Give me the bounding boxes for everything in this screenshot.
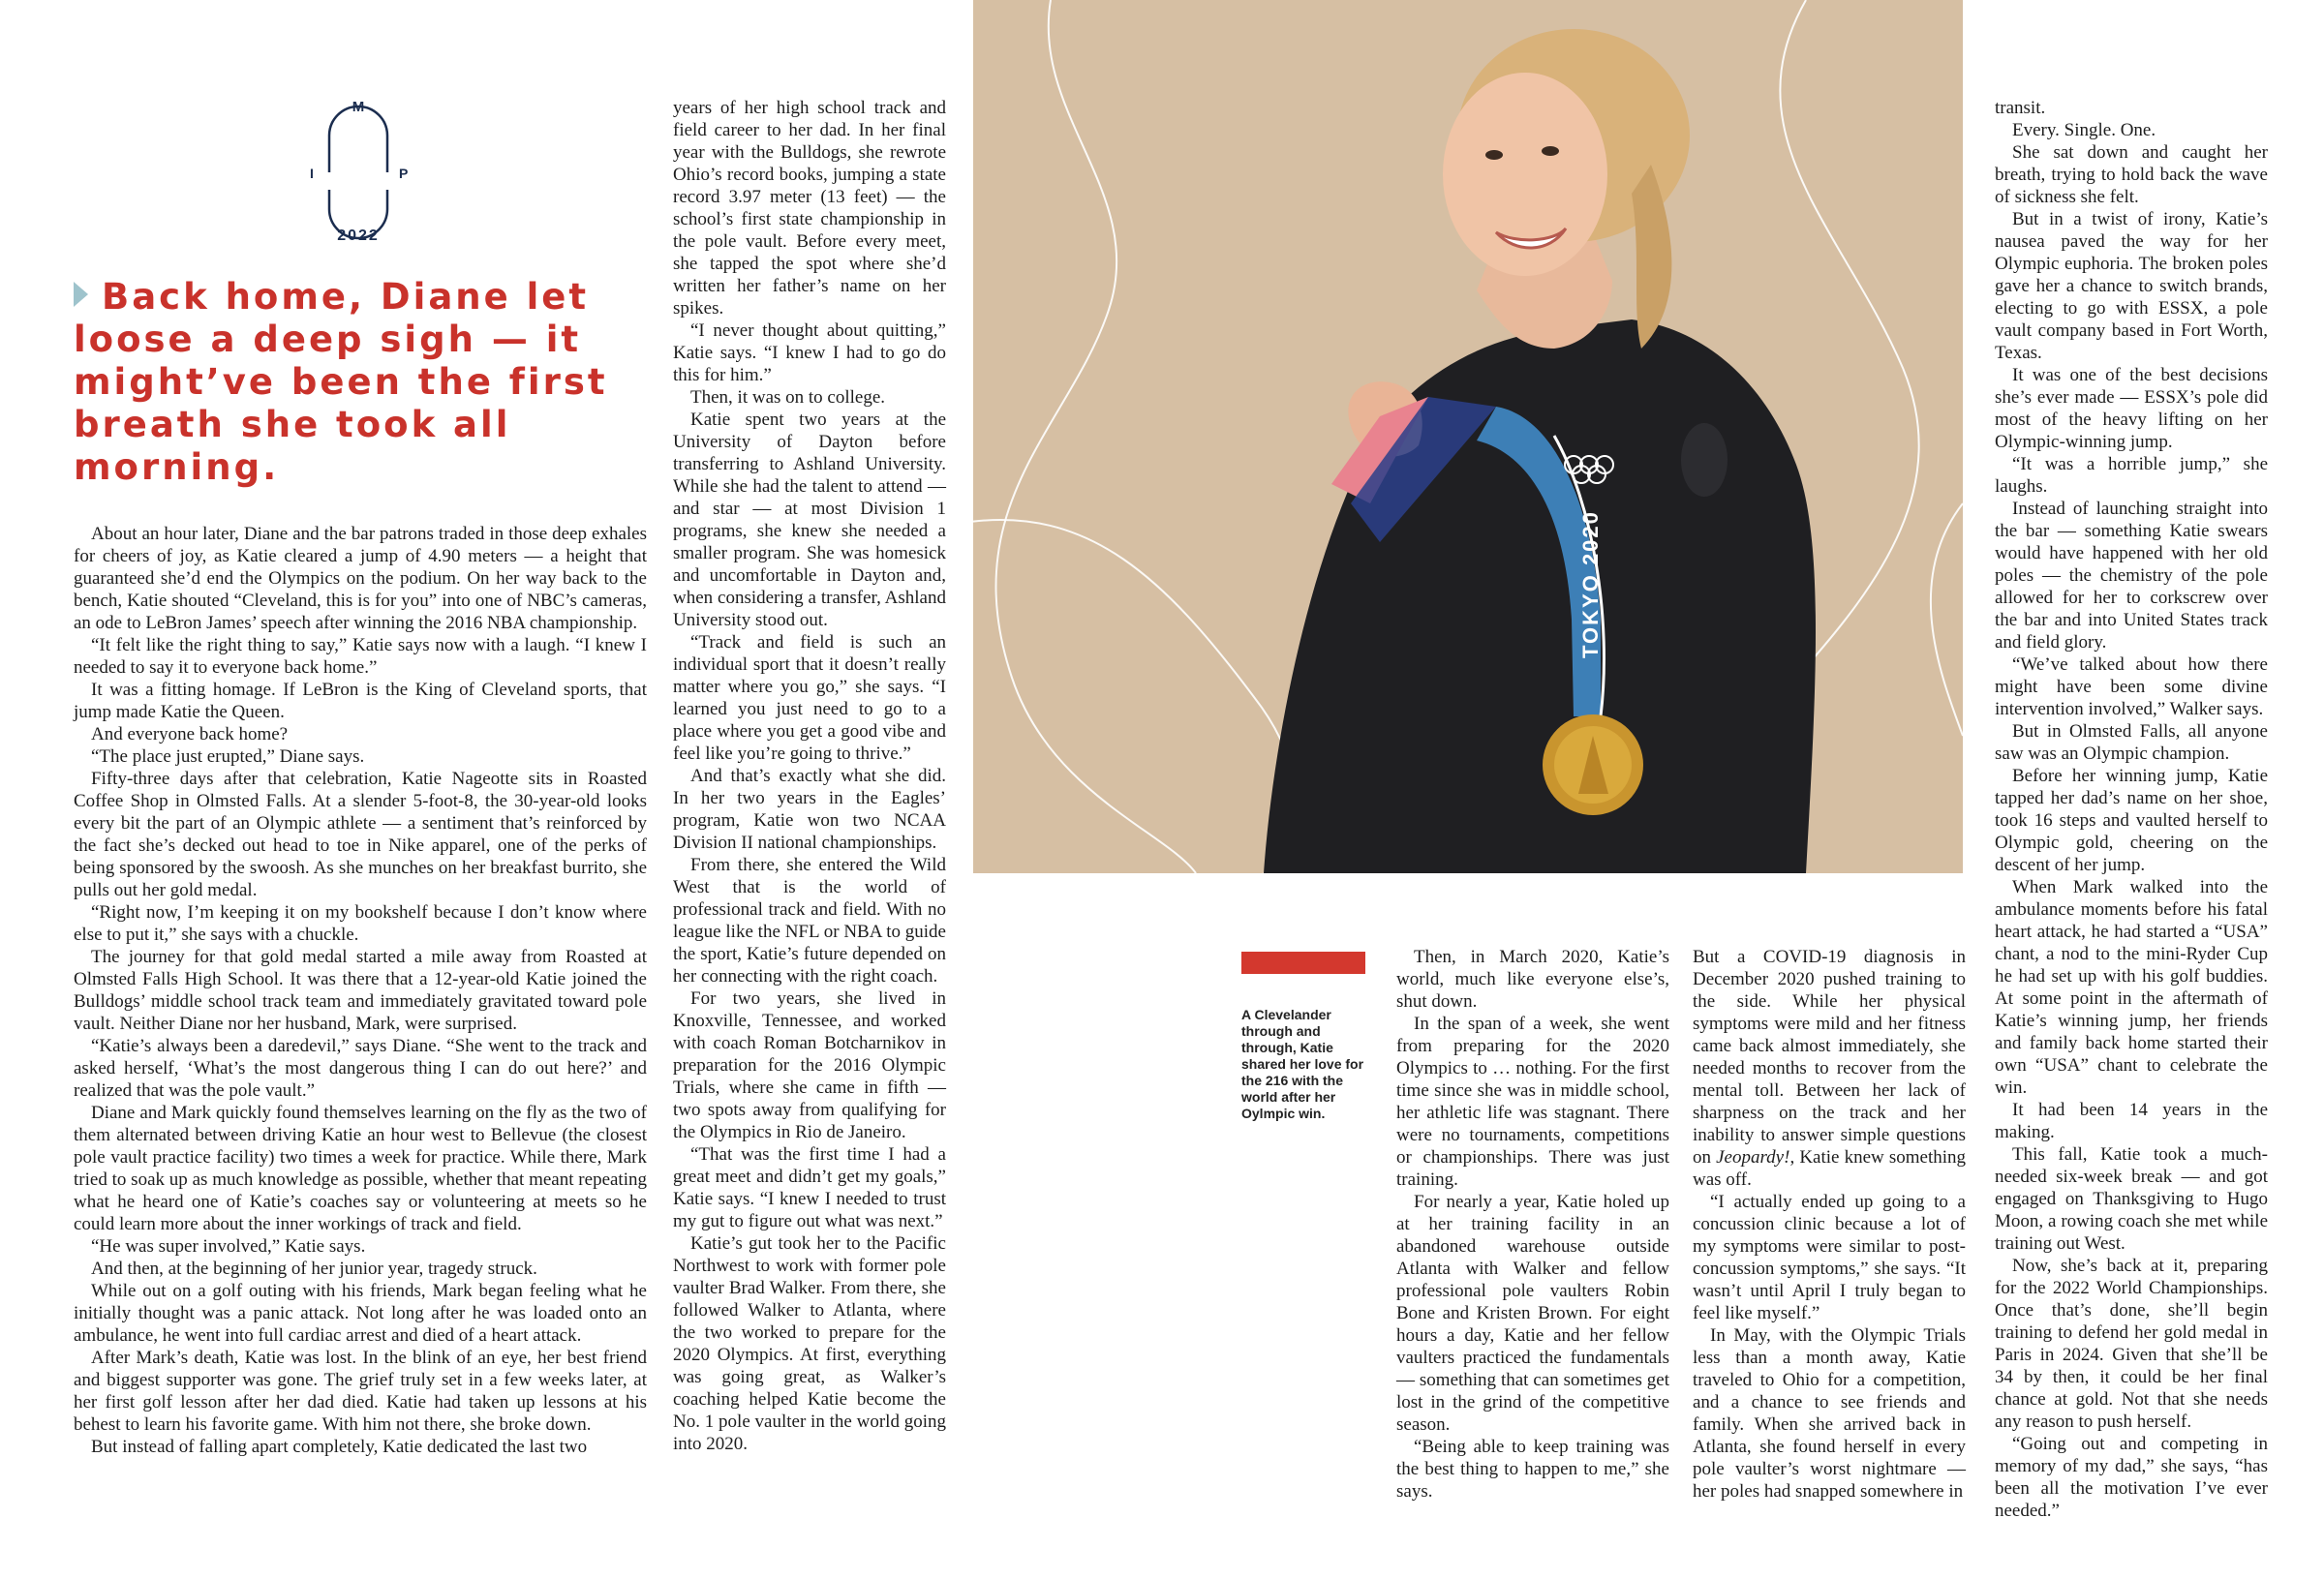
- paragraph: For two years, she lived in Knoxville, Tennessee, and worked with coach Roman Botcharnikov in preparation for the 2016 Olympic Trials, where she came in fifth — two spots away from qualifying for the Olympics in Rio de Janeiro.: [673, 988, 946, 1142]
- paragraph: This fall, Katie took a much-needed six-week break — and got engaged on Thanksgiving to Hugo Moon, a rowing coach she met while training out West.: [1995, 1144, 2268, 1254]
- photo-caption: A Clevelander through and through, Katie shared her love for the 216 with the world after her Oylmpic win.: [1241, 1007, 1364, 1121]
- paragraph: For nearly a year, Katie holed up at her training facility in an abandoned warehouse outside Atlanta with Walker and fellow professional pole vaulters Robin Bone and Kristen Brown. For eight hours a day, Katie and her fellow vaulters practiced the fundamentals — something that can sometimes get lost in the grind of the competitive season.: [1396, 1192, 1669, 1435]
- paragraph: Diane and Mark quickly found themselves learning on the fly as the two of them alternated between driving Katie an hour west to Bellevue (the closest pole vault practice facility) two times a week for practice. While there, Mark tried to soak up as much knowledge as possible, whether that meant repeating what he heard one of Katie’s coaches say or volunteering at meets so he could learn more about the inner workings of track and field.: [74, 1103, 647, 1234]
- paragraph: But in Olmsted Falls, all anyone saw was an Olympic champion.: [1995, 721, 2268, 764]
- article-column-5: [1995, 97, 2268, 1522]
- athlete-photo: [973, 0, 1963, 873]
- paragraph: The journey for that gold medal started a mile away from Roasted at Olmsted Falls High School. It was there that a 12-year-old Katie joined the Bulldogs’ middle school track team and immediately gravitated toward pole vault. Neither Diane nor her husband, Mark, were surprised.: [74, 947, 647, 1034]
- pull-quote: [74, 276, 645, 489]
- paragraph: And everyone back home?: [91, 724, 289, 744]
- logo-letter-left: I: [310, 166, 314, 181]
- paragraph: Every. Single. One.: [2012, 120, 2156, 140]
- paragraph: “We’ve talked about how there might have been some divine intervention involved,” Walker says.: [1995, 654, 2268, 719]
- paragraph: “The place just erupted,” Diane says.: [91, 746, 365, 767]
- paragraph: “That was the first time I had a great meet and didn’t get my goals,” Katie says. “I knew I needed to trust my gut to figure out what was next.”: [673, 1144, 946, 1231]
- paragraph: About an hour later, Diane and the bar patrons traded in those deep exhales for cheers of joy, as Katie cleared a jump of 4.90 meters — a height that guaranteed she’d end the Olympics on the podium. On her way back to the bench, Katie shouted “Cleveland, this is for you” into one of NBC’s cameras, an ode to LeBron James’ speech after winning the 2016 NBA championship.: [74, 524, 647, 633]
- article-column-3: [1396, 946, 1669, 1503]
- paragraph: “Being able to keep training was the best thing to happen to me,” she says.: [1396, 1437, 1669, 1502]
- mip-2022-logo: [308, 95, 409, 250]
- paragraph: “Track and field is such an individual sport that it doesn’t really matter where you go,” she says. “I learned you just need to go to a place where you get a good vibe and feel like you’re going to thrive.”: [673, 632, 946, 764]
- paragraph: When Mark walked into the ambulance moments before his fatal heart attack, he had started a “USA” chant, a nod to the mini-Ryder Cup he had set up with his golf buddies. At some point in the aftermath of Katie’s winning jump, her friends and family back home started their own “USA” chant to celebrate the win.: [1995, 877, 2268, 1098]
- paragraph: It had been 14 years in the making.: [1995, 1100, 2268, 1142]
- paragraph: Then, it was on to college.: [690, 387, 886, 408]
- paragraph: From there, she entered the Wild West that is the world of professional track and field. With no league like the NFL or NBA to guide the sport, Katie’s future depended on her connecting with the right coach.: [673, 855, 946, 987]
- paragraph: Katie spent two years at the University of Dayton before transferring to Ashland University. While she had the talent to attend — and star — at most Division 1 programs, she knew she needed a smaller program. She was homesick and uncomfortable in Dayton and, when considering a transfer, Ashland University stood out.: [673, 410, 946, 630]
- paragraph: In the span of a week, she went from preparing for the 2020 Olympics to … nothing. For the first time since she was in middle school, her athletic life was stagnant. There were no tournaments, competitions or championships. There was just training.: [1396, 1014, 1669, 1190]
- paragraph: She sat down and caught her breath, trying to hold back the wave of sickness she felt.: [1995, 142, 2268, 207]
- paragraph: “It was a horrible jump,” she laughs.: [1995, 454, 2268, 497]
- paragraph: “He was super involved,” Katie says.: [91, 1236, 366, 1257]
- pull-quote-text: Back home, Diane let loose a deep sigh — it might’ve been the first breath she took all morning.: [74, 276, 608, 488]
- paragraph: Then, in March 2020, Katie’s world, much like everyone else’s, shut down.: [1396, 947, 1669, 1012]
- article-column-4: [1693, 946, 1966, 1503]
- paragraph: In May, with the Olympic Trials less than a month away, Katie traveled to Ohio for a competition, and a chance to see friends and family. When she arrived back in Atlanta, she found herself in every pole vaulter’s worst nightmare — her poles had snapped somewhere in: [1693, 1325, 1966, 1502]
- paragraph: Instead of launching straight into the bar — something Katie swears would have happened with her old poles — the chemistry of the pole allowed for her to corkscrew over the bar and into United States track and field glory.: [1995, 499, 2268, 653]
- paragraph: “It felt like the right thing to say,” Katie says now with a laugh. “I knew I needed to say it to everyone back home.”: [74, 635, 647, 678]
- paragraph: But instead of falling apart completely, Katie dedicated the last two: [91, 1437, 588, 1457]
- logo-letter-right: P: [399, 166, 409, 181]
- logo-year: 2022: [337, 228, 380, 244]
- paragraph: It was one of the best decisions she’s ever made — ESSX’s pole did most of the heavy lifting on her Olympic-winning jump.: [1995, 365, 2268, 452]
- logo-letter-top: M: [352, 99, 365, 115]
- paragraph: And that’s exactly what she did. In her two years in the Eagles’ program, Katie won two NCAA Division II national championships.: [673, 766, 946, 853]
- article-column-1: [74, 523, 647, 1458]
- paragraph: While out on a golf outing with his friends, Mark began feeling what he initially thought was a panic attack. Not long after he was loaded onto an ambulance, he went into full cardiac arrest and died of a heart attack.: [74, 1281, 647, 1346]
- paragraph: Before her winning jump, Katie tapped her dad’s name on her shoe, took 16 steps and vaulted herself to Olympic gold, cheering on the descent of her jump.: [1995, 766, 2268, 875]
- paragraph: transit.: [1995, 98, 2046, 118]
- paragraph: And then, at the beginning of her junior year, tragedy struck.: [91, 1259, 537, 1279]
- paragraph: Fifty-three days after that celebration, Katie Nageotte sits in Roasted Coffee Shop in Olmsted Falls. At a slender 5-foot-8, the 30-year-old looks every bit the part of an Olympic athlete — a sentiment that’s reinforced by the fact she’s decked out head to toe in Nike apparel, one of the perks of being sponsored by the swoosh. As she munches on her breakfast burrito, she pulls out her gold medal.: [74, 769, 647, 900]
- article-column-2: [673, 97, 946, 1455]
- paragraph: It was a fitting homage. If LeBron is the King of Cleveland sports, that jump made Katie the Queen.: [74, 680, 647, 722]
- paragraph: But a COVID-19 diagnosis in December 2020 pushed training to the side. While her physical symptoms were mild and her fitness came back almost immediately, she needed months to recover from the mental toll. Between her lack of sharpness on the track and her inability to answer simple questions on Jeopardy!, Katie knew something was off.: [1693, 947, 1967, 1190]
- paragraph: Now, she’s back at it, preparing for the 2022 World Championships. Once that’s done, she’ll begin training to defend her gold medal in Paris in 2024. Given that she’ll be 34 by then, it could be her final chance at gold. Not that she needs any reason to push herself.: [1995, 1256, 2268, 1432]
- paragraph: But in a twist of irony, Katie’s nausea paved the way for her Olympic euphoria. The broken poles gave her a chance to switch brands, electing to go with ESSX, a pole vault company based in Fort Worth, Texas.: [1995, 209, 2268, 363]
- pull-quote-triangle-icon: [74, 282, 88, 307]
- paragraph: “I actually ended up going to a concussion clinic because a lot of my symptoms were similar to post-concussion symptoms,” she says. “It wasn’t until April I truly began to feel like myself.”: [1693, 1192, 1966, 1323]
- paragraph: After Mark’s death, Katie was lost. In the blink of an eye, her best friend and biggest supporter was gone. The grief truly set in a few weeks later, at her first golf lesson after her dad died. Katie had taken up lessons at his behest to learn his favorite game. With him not there, she broke down.: [74, 1348, 647, 1435]
- paragraph: “Katie’s always been a daredevil,” says Diane. “She went to the track and asked herself, ‘What’s the most dangerous thing I can do out here?’ and realized that was the pole vault.”: [74, 1036, 647, 1101]
- ribbon-text: TOKYO 2020: [1578, 510, 1603, 658]
- paragraph: “Going out and competing in memory of my dad,” she says, “has been all the motivation I’ve ever needed.”: [1995, 1434, 2268, 1521]
- paragraph: years of her high school track and field career to her dad. In her final year with the Bulldogs, she rewrote Ohio’s record books, jumping a state record 3.97 meter (13 feet) — the school’s first state championship in the pole vault. Before every meet, she tapped the spot where she’d written her father’s name on her spikes.: [673, 98, 946, 319]
- caption-accent-bar: [1241, 952, 1365, 974]
- paragraph: Katie’s gut took her to the Pacific Northwest to work with former pole vaulter Brad Walker. From there, she followed Walker to Atlanta, where the two worked to prepare for the 2020 Olympics. At first, everything was going great, as Walker’s coaching helped Katie become the No. 1 pole vaulter in the world going into 2020.: [673, 1233, 946, 1454]
- paragraph: “I never thought about quitting,” Katie says. “I knew I had to go do this for him.”: [673, 320, 946, 385]
- paragraph: “Right now, I’m keeping it on my bookshelf because I don’t know where else to put it,” she says with a chuckle.: [74, 902, 647, 945]
